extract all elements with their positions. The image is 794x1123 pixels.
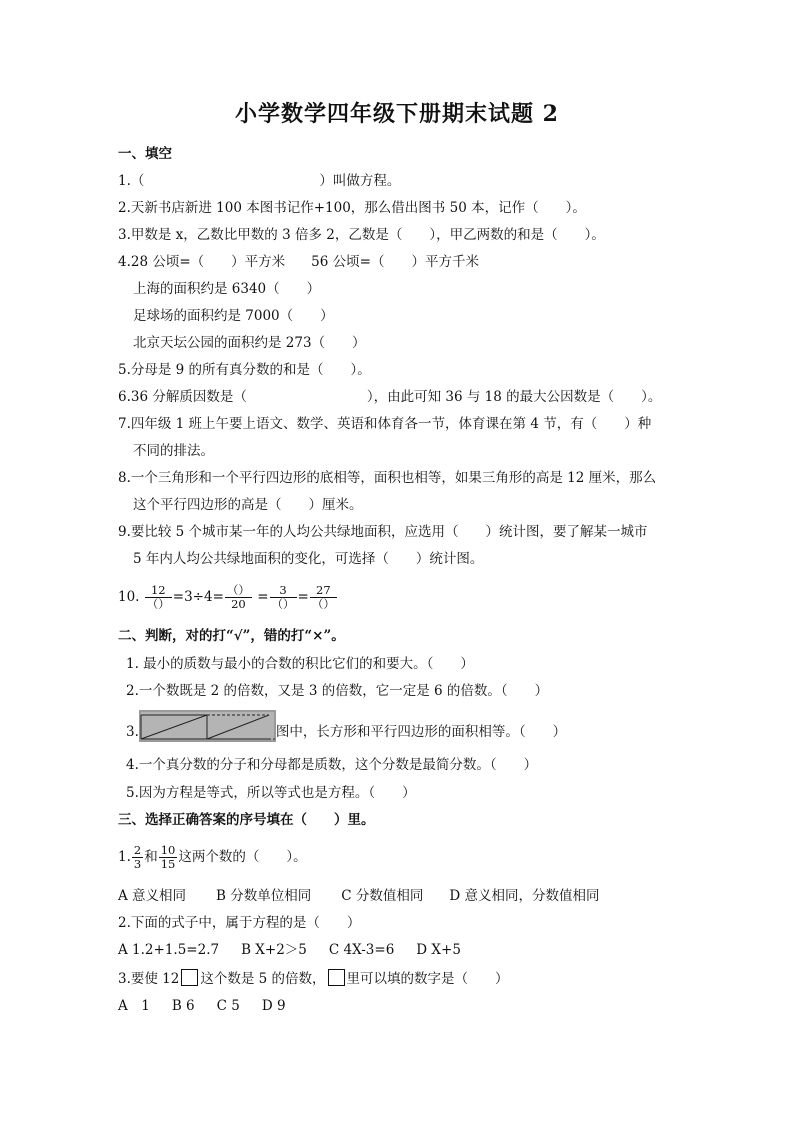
choice-1-options	[118, 887, 600, 905]
question-4	[118, 253, 479, 271]
question-1	[118, 172, 400, 190]
choice-1-fraction-a	[132, 844, 143, 871]
choice-3-option-b: B 6	[171, 998, 195, 1014]
choice-3-options	[118, 997, 286, 1015]
choice-1-rest: 这两个数的（ ）。	[178, 849, 307, 865]
choice-3	[118, 969, 509, 988]
choice-1-fraction-b-denominator: 15	[160, 857, 176, 871]
fraction-1-numerator: 12	[145, 584, 172, 598]
fraction-2-numerator: （）	[226, 583, 250, 597]
question-4-part-a: 4.28 公顷=（ ）平方米	[118, 254, 286, 270]
fraction-3	[270, 584, 297, 611]
fraction-3-numerator: 3	[270, 584, 297, 598]
choice-2-options	[118, 941, 461, 959]
judge-2: 2.一个数既是 2 的倍数，又是 3 的倍数，它一定是 6 的倍数。（ ）	[126, 683, 549, 699]
judge-4: 4.一个真分数的分子和分母都是质数，这个分数是最简分数。（ ）	[126, 757, 538, 773]
question-3: 3.甲数是 x，乙数比甲数的 3 倍多 2，乙数是（ ），甲乙两数的和是（ ）。	[118, 227, 605, 243]
choice-3-option-a: A 1	[118, 998, 150, 1014]
question-9-line-1: 9.要比较 5 个城市某一年的人均公共绿地面积，应选用（ ）统计图，要了解某一城市	[118, 524, 648, 540]
choice-1-fraction-b	[159, 844, 178, 871]
fraction-2	[225, 584, 252, 611]
section-judgement: 二、判断，对的打“√”，错的打“×”。	[118, 628, 345, 644]
fraction-1	[145, 584, 172, 611]
fraction-3-denominator: （）	[271, 597, 295, 611]
question-1-start: 1.（	[118, 173, 145, 189]
choice-1-number: 1.	[118, 849, 131, 865]
question-5: 5.分母是 9 的所有真分数的和是（ ）。	[118, 362, 371, 378]
equals-sign: =	[257, 589, 269, 605]
rectangle-parallelogram-figure	[139, 710, 276, 755]
judge-3-text: 图中，长方形和平行四边形的面积相等。（ ）	[275, 724, 567, 740]
judge-1: 1. 最小的质数与最小的合数的积比它们的和要大。（ ）	[126, 656, 474, 672]
choice-3-option-d: D 9	[261, 998, 286, 1014]
blank-square-icon	[181, 969, 198, 986]
choice-3-start: 3.要使 12	[118, 971, 180, 987]
choice-3-middle: 这个数是 5 的倍数，	[200, 971, 326, 987]
judge-5: 5.因为方程是等式，所以等式也是方程。（ ）	[126, 785, 416, 801]
question-4-part-b: 56 公顷=（ ）平方千米	[311, 254, 479, 270]
section-choice: 三、选择正确答案的序号填在（ ）里。	[118, 812, 375, 828]
question-6	[118, 388, 661, 406]
question-2: 2.天新书店新进 100 本图书记作+100，那么借出图书 50 本，记作（ ）。	[118, 200, 586, 216]
fraction-2-denominator: 20	[231, 597, 246, 611]
question-4-tiantan: 北京天坛公园的面积约是 273（ ）	[133, 335, 366, 351]
question-8-line-2: 这个平行四边形的高是（ ）厘米。	[133, 497, 363, 513]
choice-2-option-c: C 4X-3=6	[328, 942, 395, 958]
choice-2-option-a: A 1.2+1.5=2.7	[118, 942, 220, 958]
question-10-number: 10.	[118, 589, 140, 605]
fraction-4-denominator: （）	[311, 597, 335, 611]
judge-3	[126, 710, 566, 755]
choice-1	[118, 840, 307, 874]
choice-1-option-b: B 分数单位相同	[216, 888, 312, 904]
choice-1-option-d: D 意义相同，分数值相同	[449, 888, 600, 904]
choice-1-fraction-b-numerator: 10	[160, 843, 176, 857]
choice-2: 2.下面的式子中，属于方程的是（ ）	[118, 915, 361, 931]
choice-1-option-c: C 分数值相同	[341, 888, 424, 904]
fraction-1-denominator: （）	[146, 597, 170, 611]
blank-square-icon	[328, 969, 345, 986]
question-10	[118, 580, 338, 614]
question-10-middle: =3÷4=	[172, 589, 224, 605]
question-6-start: 6.36 分解质因数是（	[118, 389, 247, 405]
question-4-football: 足球场的面积约是 7000（ ）	[133, 308, 334, 324]
section-fill-blank: 一、填空	[118, 146, 172, 162]
question-9-line-2: 5 年内人均公共绿地面积的变化，可选择（ ）统计图。	[133, 551, 484, 567]
choice-2-option-d: D X+5	[416, 942, 461, 958]
choice-3-option-c: C 5	[216, 998, 240, 1014]
choice-3-end: 里可以填的数字是（ ）	[346, 971, 509, 987]
choice-1-and: 和	[144, 849, 158, 865]
choice-1-fraction-a-numerator: 2	[133, 843, 142, 857]
equals-sign-2: =	[297, 589, 309, 605]
question-6-end: ），由此可知 36 与 18 的最大公因数是（ ）。	[366, 389, 662, 405]
question-8-line-1: 8.一个三角形和一个平行四边形的底相等，面积也相等，如果三角形的高是 12 厘米，那么	[118, 470, 657, 486]
question-4-shanghai: 上海的面积约是 6340（ ）	[133, 281, 321, 297]
question-7-line-1: 7.四年级 1 班上午要上语文、数学、英语和体育各一节，体育课在第 4 节，有（ ）种	[118, 416, 652, 432]
question-7-line-2: 不同的排法。	[133, 443, 214, 459]
judge-3-number: 3.	[126, 724, 139, 740]
fraction-4-numerator: 27	[310, 584, 337, 598]
question-1-end: ）叫做方程。	[319, 173, 401, 189]
page-title: 小学数学四年级下册期末试题 2	[235, 101, 559, 127]
choice-1-fraction-a-denominator: 3	[133, 857, 142, 871]
choice-2-option-b: B X+2＞5	[241, 942, 307, 958]
choice-1-option-a: A 意义相同	[118, 888, 187, 904]
fraction-4	[310, 584, 337, 611]
